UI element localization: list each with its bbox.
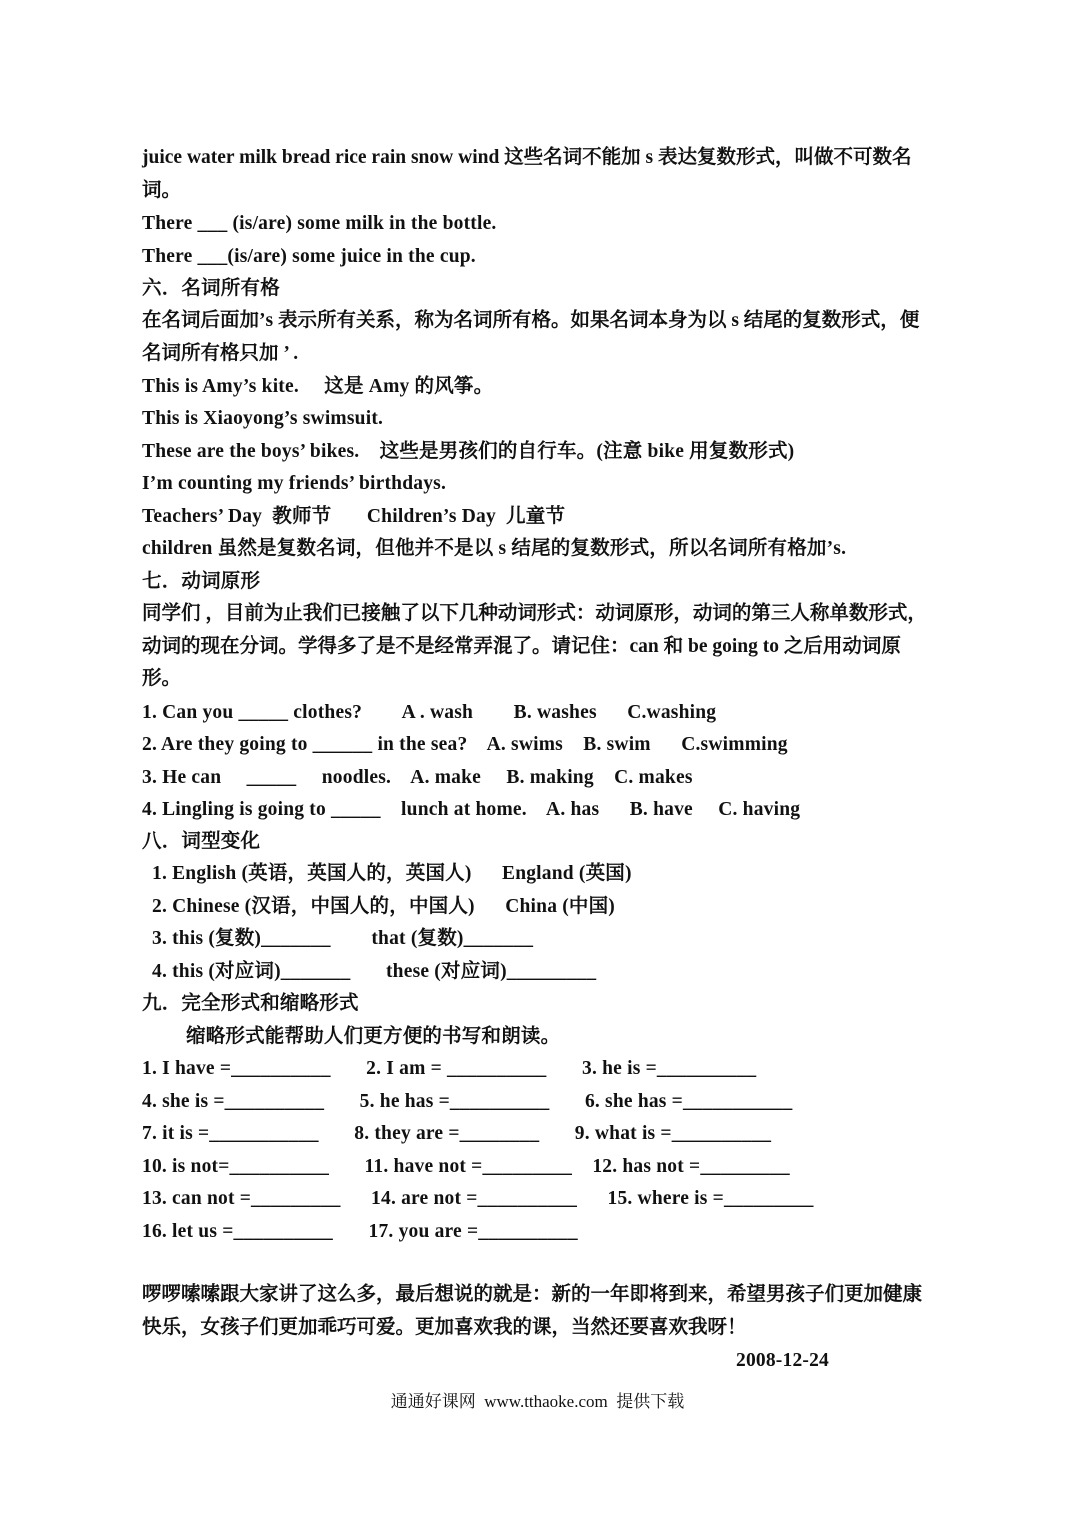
possessive-paragraph: 在名词后面加’s 表示所有关系，称为名词所有格。如果名词本身为以 s 结尾的复数形式，便名词所有格只加 ’ . [142,310,920,364]
question-3: 3. He can _____ noodles. A. make B. making C. makes [142,767,693,788]
word-form-english: 1. English (英语，英国人的，英国人) England (英国) [152,863,632,884]
section-heading-word-forms: 八．词型变化 [142,831,261,852]
example-boys-bikes: These are the boys’ bikes. 这些是男孩们的自行车。(注意 bike 用复数形式) [142,441,795,462]
section-heading-possessive: 六．名词所有格 [142,278,280,299]
question-1: 1. Can you _____ clothes? A . wash B. washes C.washing [142,702,717,723]
example-xiaoyong-swimsuit: This is Xiaoyong’s swimsuit. [142,408,384,429]
closing-paragraph: 啰啰嗦嗦跟大家讲了这么多，最后想说的就是：新的一年即将到来，希望男孩子们更加健康快乐，女孩子们更加乖巧可爱。更加喜欢我的课，当然还要喜欢我呀！ [142,1284,923,1338]
base-verb-paragraph: 同学们 ，目前为止我们已接触了以下几种动词形式：动词原形，动词的第三人称单数形式，动词的现在分词。学得多了是不是经常弄混了。请记住：can 和 be going to 之后用动词原形。 [142,603,927,689]
question-4: 4. Lingling is going to _____ lunch at home. A. has B. have C. having [142,799,801,820]
word-form-plural: 3. this (复数)_______ that (复数)_______ [152,928,534,949]
section-heading-base-verb: 七．动词原形 [142,571,261,592]
exercise-milk: There ___ (is/are) some milk in the bottle. [142,213,497,234]
example-teachers-day: Teachers’ Day 教师节 Children’s Day 儿童节 [142,506,566,527]
contractions-row-1: 1. I have =__________ 2. I am = __________ 3. he is =__________ [142,1058,757,1079]
section-heading-contractions: 九．完全形式和缩略形式 [142,993,359,1014]
uncountable-nouns-paragraph: juice water milk bread rice rain snow wind 这些名词不能加 s 表达复数形式，叫做不可数名词。 [142,147,912,201]
footer-source: 通通好课网 www.tthaoke.com 提供下载 [390,1392,685,1411]
word-form-chinese: 2. Chinese (汉语，中国人的，中国人) China (中国) [152,896,616,917]
contractions-row-3: 7. it is =___________ 8. they are =________ 9. what is =__________ [142,1123,772,1144]
contractions-row-5: 13. can not =_________ 14. are not =__________ 15. where is =_________ [142,1188,814,1209]
contractions-row-4: 10. is not=__________ 11. have not =_________ 12. has not =_________ [142,1156,790,1177]
date: 2008-12-24 [736,1350,829,1371]
contractions-row-6: 16. let us =__________ 17. you are =__________ [142,1221,578,1242]
contractions-row-2: 4. she is =__________ 5. he has =__________ 6. she has =___________ [142,1091,793,1112]
example-friends-birthdays: I’m counting my friends’ birthdays. [142,473,447,494]
exercise-juice: There ___(is/are) some juice in the cup. [142,246,476,267]
note-children: children 虽然是复数名词，但他并不是以 s 结尾的复数形式，所以名词所有格加’s. [142,538,847,559]
example-amys-kite: This is Amy’s kite. 这是 Amy 的风筝。 [142,376,494,397]
word-form-counterpart: 4. this (对应词)_______ these (对应词)_________ [152,961,597,982]
contractions-note: 缩略形式能帮助人们更方便的书写和朗读。 [186,1026,561,1047]
question-2: 2. Are they going to ______ in the sea? A. swims B. swim C.swimming [142,734,788,755]
